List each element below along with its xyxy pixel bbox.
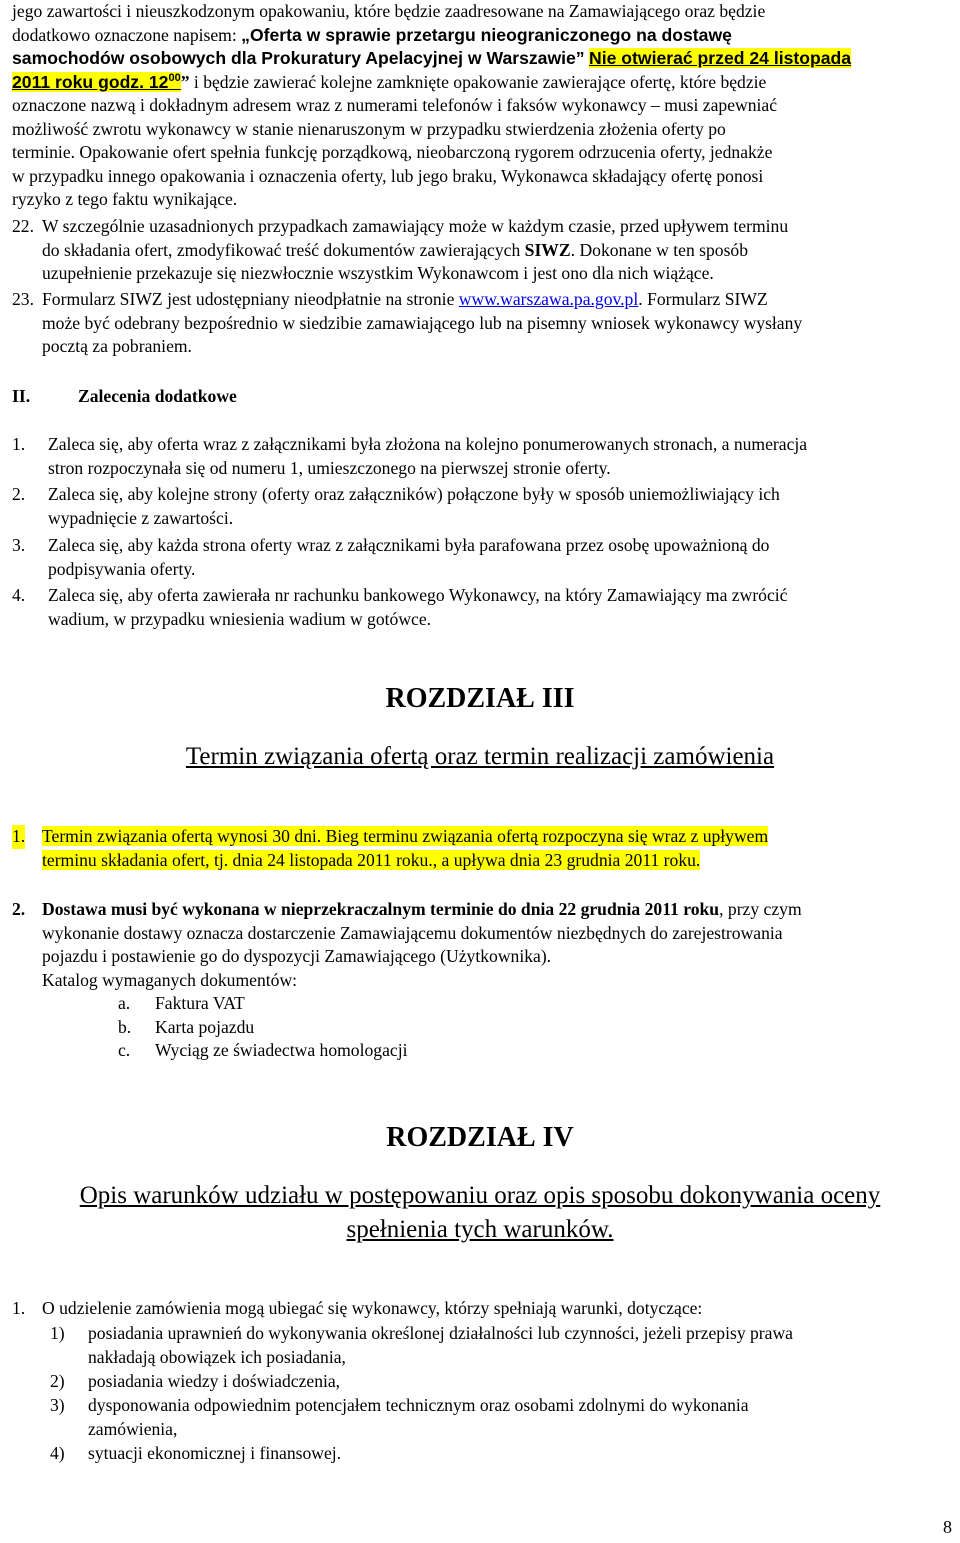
- chapter-heading: ROZDZIAŁ IV: [386, 1122, 574, 1153]
- condition-number: 4): [50, 1443, 65, 1463]
- document-list: [118, 992, 956, 1063]
- condition-number: 3): [50, 1395, 65, 1415]
- text: pocztą za pobraniem.: [42, 336, 192, 356]
- condition-body: [88, 1394, 956, 1441]
- text-line: wadium, w przypadku wniesienia wadium w gotówce.: [48, 608, 432, 629]
- text: terminie. Opakowanie ofert spełnia funkcję porządkową, nieobarczoną rygorem odrzucenia oferty, jednakże: [12, 142, 773, 162]
- text: . Formularz SIWZ: [638, 289, 768, 309]
- highlighted-text: [12, 72, 181, 92]
- page-number: 8: [943, 1517, 952, 1537]
- text: do składania ofert, zmodyfikować treść dokumentów zawierających: [42, 239, 525, 260]
- highlighted-text: terminu składania ofert, tj. dnia 24 listopada 2011 roku., a upływa dnia 23 grudnia 2011 roku.: [42, 849, 701, 870]
- chapter-subheading: [0, 1179, 960, 1247]
- website-link[interactable]: www.warszawa.pa.gov.pl: [458, 289, 639, 309]
- condition-body: [88, 1370, 956, 1394]
- condition-body: [88, 1322, 956, 1369]
- text-line: [12, 188, 956, 212]
- text-line: Zaleca się, aby każda strona oferty wraz z załącznikami była parafowana przez osobę upoważnioną do: [48, 535, 770, 555]
- text-line: podpisywania oferty.: [48, 558, 196, 579]
- subheading-text: spełnienia tych warunków.: [346, 1216, 614, 1243]
- text: możliwość zwrotu wykonawcy w stanie nienaruszonym w przypadku stwierdzenia złożenia oferty po: [12, 118, 726, 139]
- superscript: 00: [168, 71, 181, 84]
- text-line: sytuacji ekonomicznej i finansowej.: [88, 1443, 342, 1463]
- item-23: [12, 288, 956, 359]
- text: ryzyko z tego faktu wynikające.: [12, 189, 238, 209]
- list-text: Karta pojazdu: [155, 1016, 255, 1037]
- text: oznaczone nazwą i dokładnym adresem wraz z numerami telefonów i faksów wykonawcy – musi zapewniać: [12, 95, 778, 115]
- text-line: pojazdu i postawienie go do dyspozycji Zamawiającego (Użytkownika).: [42, 946, 552, 966]
- item-22: [12, 215, 956, 286]
- chapter3-item-2: [12, 898, 956, 1063]
- text-line: Zaleca się, aby oferta zawierała nr rachunku bankowego Wykonawcy, na który Zamawiający ma zwrócić: [48, 585, 788, 605]
- item-number: 3.: [12, 535, 26, 555]
- text-line: [42, 898, 956, 922]
- condition-item: [12, 1370, 956, 1394]
- condition-item: [12, 1442, 956, 1466]
- list-text: Faktura VAT: [155, 993, 245, 1013]
- text-line: [42, 312, 956, 336]
- text: Formularz SIWZ jest udostępniany nieodpłatnie na stronie: [42, 289, 459, 309]
- item-body: [48, 433, 956, 480]
- chapter-subheading: [0, 740, 960, 774]
- text-line: [12, 24, 956, 48]
- document-list-item: [118, 992, 956, 1016]
- item-number: 1.: [12, 825, 25, 849]
- text-line: stron rozpoczynała się od numeru 1, umieszczonego na pierwszej stronie oferty.: [48, 457, 611, 478]
- item-intro: O udzielenie zamówienia mogą ubiegać się wykonawcy, którzy spełniają warunki, dotyczące:: [42, 1298, 703, 1318]
- text-line: wykonanie dostawy oznacza dostarczenie Zamawiającemu dokumentów niezbędnych do zarejestrowania: [42, 922, 783, 943]
- item-body: [42, 288, 956, 359]
- bold-text: „Oferta w sprawie przetargu nieograniczonego na dostawę: [241, 24, 732, 45]
- section-heading: [12, 385, 956, 409]
- paragraph-packaging: [12, 0, 956, 212]
- document-list-item: [118, 1016, 956, 1040]
- chapter-heading: ROZDZIAŁ III: [385, 683, 575, 714]
- text: . Dokonane w ten sposób: [570, 239, 749, 260]
- item-body: [42, 898, 956, 1063]
- item-body: [48, 584, 956, 631]
- text: uzupełnienie przekazuje się niezwłocznie wszystkim Wykonawcom i jest ono dla nich wiążące.: [42, 263, 714, 283]
- catalog-label: Katalog wymaganych dokumentów:: [42, 969, 298, 990]
- text-line: posiadania wiedzy i doświadczenia,: [88, 1371, 341, 1391]
- item-number: 23.: [12, 289, 34, 309]
- chapter3-item-1: [12, 825, 956, 872]
- text: , przy czym: [719, 899, 802, 919]
- list-letter: c.: [118, 1040, 131, 1060]
- text-line: [12, 94, 956, 118]
- bold-text: samochodów osobowych dla Prokuratury Apelacyjnej w Warszawie”: [12, 48, 585, 68]
- text: może być odebrany bezpośrednio w siedzibie zamawiającego lub na pisemny wniosek wykonawcy wysłany: [42, 312, 803, 333]
- text-line: [42, 849, 956, 873]
- text-line: [42, 825, 956, 849]
- document-list-item: [118, 1039, 956, 1063]
- text-line: dysponowania odpowiednim potencjałem technicznym oraz osobami zdolnymi do wykonania: [88, 1395, 749, 1415]
- item-body: [48, 483, 956, 530]
- highlighted-text: Termin związania ofertą wynosi 30 dni. Bieg terminu związania ofertą rozpoczyna się wraz z upływem: [42, 826, 769, 846]
- list-text: Wyciąg ze świadectwa homologacji: [155, 1040, 408, 1060]
- text-line: [12, 71, 956, 95]
- text-line: [42, 288, 956, 312]
- text: i będzie zawierać kolejne zamknięte opakowanie zawierające ofertę, które będzie: [189, 71, 767, 92]
- text-line: zamówienia,: [88, 1418, 178, 1439]
- text-line: [42, 239, 956, 263]
- item-body: [48, 534, 956, 581]
- subheading-text: Termin związania ofertą oraz termin realizacji zamówienia: [185, 743, 775, 770]
- text-line: wypadnięcie z zawartości.: [48, 507, 234, 528]
- text-line: posiadania uprawnień do wykonywania określonej działalności lub czynności, jeżeli przepisy prawa: [88, 1323, 793, 1343]
- highlighted-text: Nie otwierać przed 24 listopada: [589, 48, 852, 68]
- list-letter: b.: [118, 1016, 132, 1037]
- text-line: [12, 118, 956, 142]
- item-number: 4.: [12, 585, 26, 605]
- condition-body: [88, 1442, 956, 1466]
- condition-number: 1): [50, 1323, 65, 1343]
- text-line: Zaleca się, aby oferta wraz z załącznikami była złożona na kolejno ponumerowanych stronach, a numeracja: [48, 434, 808, 454]
- item-number: 2.: [12, 899, 26, 919]
- text: jego zawartości i nieuszkodzonym opakowaniu, które będzie zaadresowane na Zamawiającego oraz będzie: [12, 1, 766, 21]
- item-number: 22.: [12, 216, 34, 236]
- text-line: [12, 141, 956, 165]
- item-body: [42, 215, 956, 286]
- quote-mark: ”: [180, 71, 190, 92]
- item-number: 1.: [12, 434, 26, 454]
- text-line: [42, 335, 956, 359]
- text: dodatkowo oznaczone napisem:: [12, 24, 242, 45]
- item-body: [42, 825, 956, 872]
- text-line: [42, 215, 956, 239]
- text-line: [12, 47, 956, 71]
- recommendation-item: [12, 534, 956, 581]
- text-line: nakładają obowiązek ich posiadania,: [88, 1346, 346, 1367]
- text-line: [12, 165, 956, 189]
- item-number: 2.: [12, 484, 26, 504]
- chapter4-item-1: [12, 1297, 956, 1321]
- text-line: Zaleca się, aby kolejne strony (oferty oraz załączników) połączone były w sposób uniemożliwiający ich: [48, 484, 780, 504]
- condition-item: [12, 1322, 956, 1369]
- text: W szczególnie uzasadnionych przypadkach zamawiający może w każdym czasie, przed upływem terminu: [42, 216, 789, 236]
- section-title: Zalecenia dodatkowe: [78, 386, 237, 406]
- bold-text: Dostawa musi być wykonana w nieprzekraczalnym terminie do dnia 22 grudnia 2011 roku: [42, 899, 720, 919]
- recommendation-item: [12, 483, 956, 530]
- recommendation-item: [12, 584, 956, 631]
- bold-text: SIWZ: [524, 239, 571, 260]
- section-number: II.: [12, 386, 31, 406]
- text-line: [42, 262, 956, 286]
- subheading-text: Opis warunków udziału w postępowaniu oraz opis sposobu dokonywania oceny: [79, 1182, 881, 1209]
- recommendation-item: [12, 433, 956, 480]
- item-number: 1.: [12, 1298, 26, 1318]
- text: w przypadku innego opakowania i oznaczenia oferty, lub jego braku, Wykonawca składający ofertę ponosi: [12, 165, 764, 186]
- text: 2011 roku godz. 12: [12, 71, 169, 92]
- condition-item: [12, 1394, 956, 1441]
- text-line: [12, 0, 956, 24]
- list-letter: a.: [118, 993, 131, 1013]
- condition-number: 2): [50, 1371, 65, 1391]
